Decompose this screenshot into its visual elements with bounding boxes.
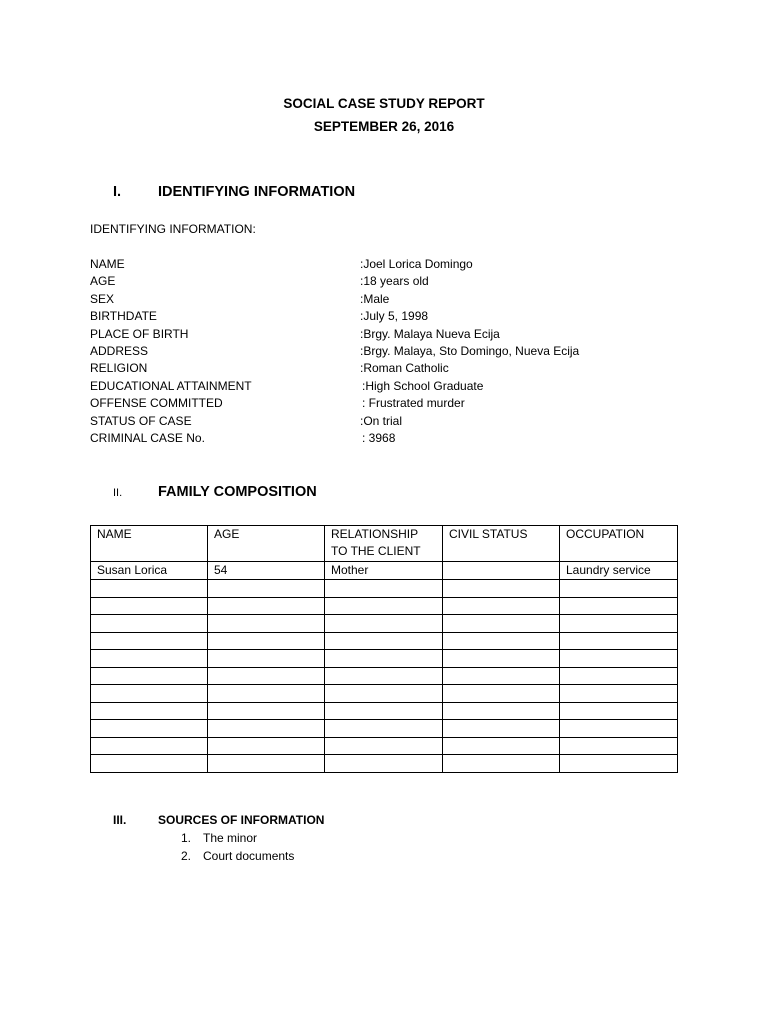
table-cell <box>208 615 325 633</box>
list-item-number: 1. <box>181 831 192 845</box>
table-cell <box>208 597 325 615</box>
column-header: RELATIONSHIP TO THE CLIENT <box>325 526 443 562</box>
info-value: :On trial <box>360 413 403 428</box>
column-header: CIVIL STATUS <box>443 526 560 562</box>
info-label: OFFENSE COMMITTED <box>90 396 223 411</box>
table-cell <box>91 685 208 703</box>
section-number: II. <box>113 487 123 499</box>
info-value: :Male <box>360 291 390 306</box>
table-cell <box>443 685 560 703</box>
section-number: I. <box>113 184 122 200</box>
table-cell <box>560 720 678 738</box>
table-row <box>91 720 678 738</box>
table-cell <box>443 755 560 773</box>
table-cell <box>325 667 443 685</box>
table-row <box>91 755 678 773</box>
info-value: :Roman Catholic <box>360 361 449 376</box>
table-cell <box>443 650 560 668</box>
table-cell: Susan Lorica <box>91 562 208 580</box>
info-value: :July 5, 1998 <box>360 309 429 324</box>
table-cell <box>208 685 325 703</box>
family-composition-table <box>90 525 678 773</box>
info-value: :Brgy. Malaya Nueva Ecija <box>360 326 500 341</box>
table-cell <box>325 650 443 668</box>
table-cell <box>91 720 208 738</box>
table-cell <box>208 737 325 755</box>
list-item-number: 2. <box>181 849 192 863</box>
table-cell <box>443 597 560 615</box>
table-cell <box>560 737 678 755</box>
table-row <box>91 597 678 615</box>
info-label: CRIMINAL CASE No. <box>90 430 205 445</box>
info-label: NAME <box>90 257 125 271</box>
table-cell <box>91 702 208 720</box>
table-cell <box>443 702 560 720</box>
table-row <box>91 702 678 720</box>
list-item-text: The minor <box>203 831 258 845</box>
report-title: SOCIAL CASE STUDY REPORT <box>283 96 485 111</box>
table-cell <box>560 702 678 720</box>
table-cell <box>443 580 560 598</box>
list-item-text: Court documents <box>203 849 295 863</box>
table-cell <box>443 720 560 738</box>
table-cell <box>91 632 208 650</box>
table-cell <box>91 615 208 633</box>
table-cell <box>560 580 678 598</box>
section-title: IDENTIFYING INFORMATION <box>158 184 356 200</box>
table-cell <box>208 632 325 650</box>
table-cell <box>91 755 208 773</box>
table-row <box>91 562 678 580</box>
info-label: AGE <box>90 274 116 289</box>
info-value: :Brgy. Malaya, Sto Domingo, Nueva Ecija <box>360 343 580 358</box>
table-cell <box>325 737 443 755</box>
table-cell <box>208 755 325 773</box>
table-cell <box>560 667 678 685</box>
table-cell <box>443 562 560 580</box>
table-row <box>91 580 678 598</box>
table-cell <box>91 580 208 598</box>
table-cell <box>208 667 325 685</box>
table-row <box>91 615 678 633</box>
table-cell <box>560 650 678 668</box>
table-row <box>91 667 678 685</box>
info-value: :High School Graduate <box>362 378 484 393</box>
table-cell <box>208 650 325 668</box>
info-label: PLACE OF BIRTH <box>90 326 189 341</box>
table-cell <box>325 597 443 615</box>
identifying-subheading: IDENTIFYING INFORMATION: <box>90 222 256 236</box>
table-cell <box>443 667 560 685</box>
table-row <box>91 632 678 650</box>
table-cell <box>560 685 678 703</box>
info-value: : Frustrated murder <box>362 396 465 411</box>
table-cell <box>560 597 678 615</box>
table-cell <box>443 737 560 755</box>
table-cell <box>325 720 443 738</box>
info-label: ADDRESS <box>90 343 149 358</box>
table-cell <box>325 685 443 703</box>
table-row <box>91 685 678 703</box>
table-cell: Laundry service <box>560 562 678 580</box>
info-label: BIRTHDATE <box>90 309 157 324</box>
info-label: STATUS OF CASE <box>90 413 192 428</box>
table-cell <box>91 737 208 755</box>
info-value: : 3968 <box>362 430 396 445</box>
table-cell <box>208 580 325 598</box>
table-row <box>91 737 678 755</box>
table-cell <box>560 615 678 633</box>
info-label: SEX <box>90 291 115 306</box>
table-cell <box>208 702 325 720</box>
table-cell <box>325 580 443 598</box>
column-header: AGE <box>208 526 325 562</box>
table-row <box>91 650 678 668</box>
table-cell <box>325 755 443 773</box>
table-cell: Mother <box>325 562 443 580</box>
table-cell <box>91 650 208 668</box>
info-label: EDUCATIONAL ATTAINMENT <box>90 378 252 393</box>
table-cell <box>325 632 443 650</box>
table-cell <box>325 615 443 633</box>
column-header: NAME <box>91 526 208 562</box>
table-cell <box>443 632 560 650</box>
report-date: SEPTEMBER 26, 2016 <box>313 119 455 134</box>
table-cell <box>325 702 443 720</box>
table-cell <box>91 597 208 615</box>
table-header-row <box>91 526 678 562</box>
table-cell <box>560 755 678 773</box>
table-cell <box>443 615 560 633</box>
table-cell <box>208 720 325 738</box>
info-label: RELIGION <box>90 361 148 376</box>
table-cell: 54 <box>208 562 325 580</box>
section-title: FAMILY COMPOSITION <box>158 484 317 500</box>
section-title: SOURCES OF INFORMATION <box>158 813 325 827</box>
column-header: OCCUPATION <box>560 526 678 562</box>
info-value: :Joel Lorica Domingo <box>360 257 473 271</box>
table-cell <box>91 667 208 685</box>
info-value: :18 years old <box>360 274 429 289</box>
section-number: III. <box>113 813 127 827</box>
table-cell <box>560 632 678 650</box>
